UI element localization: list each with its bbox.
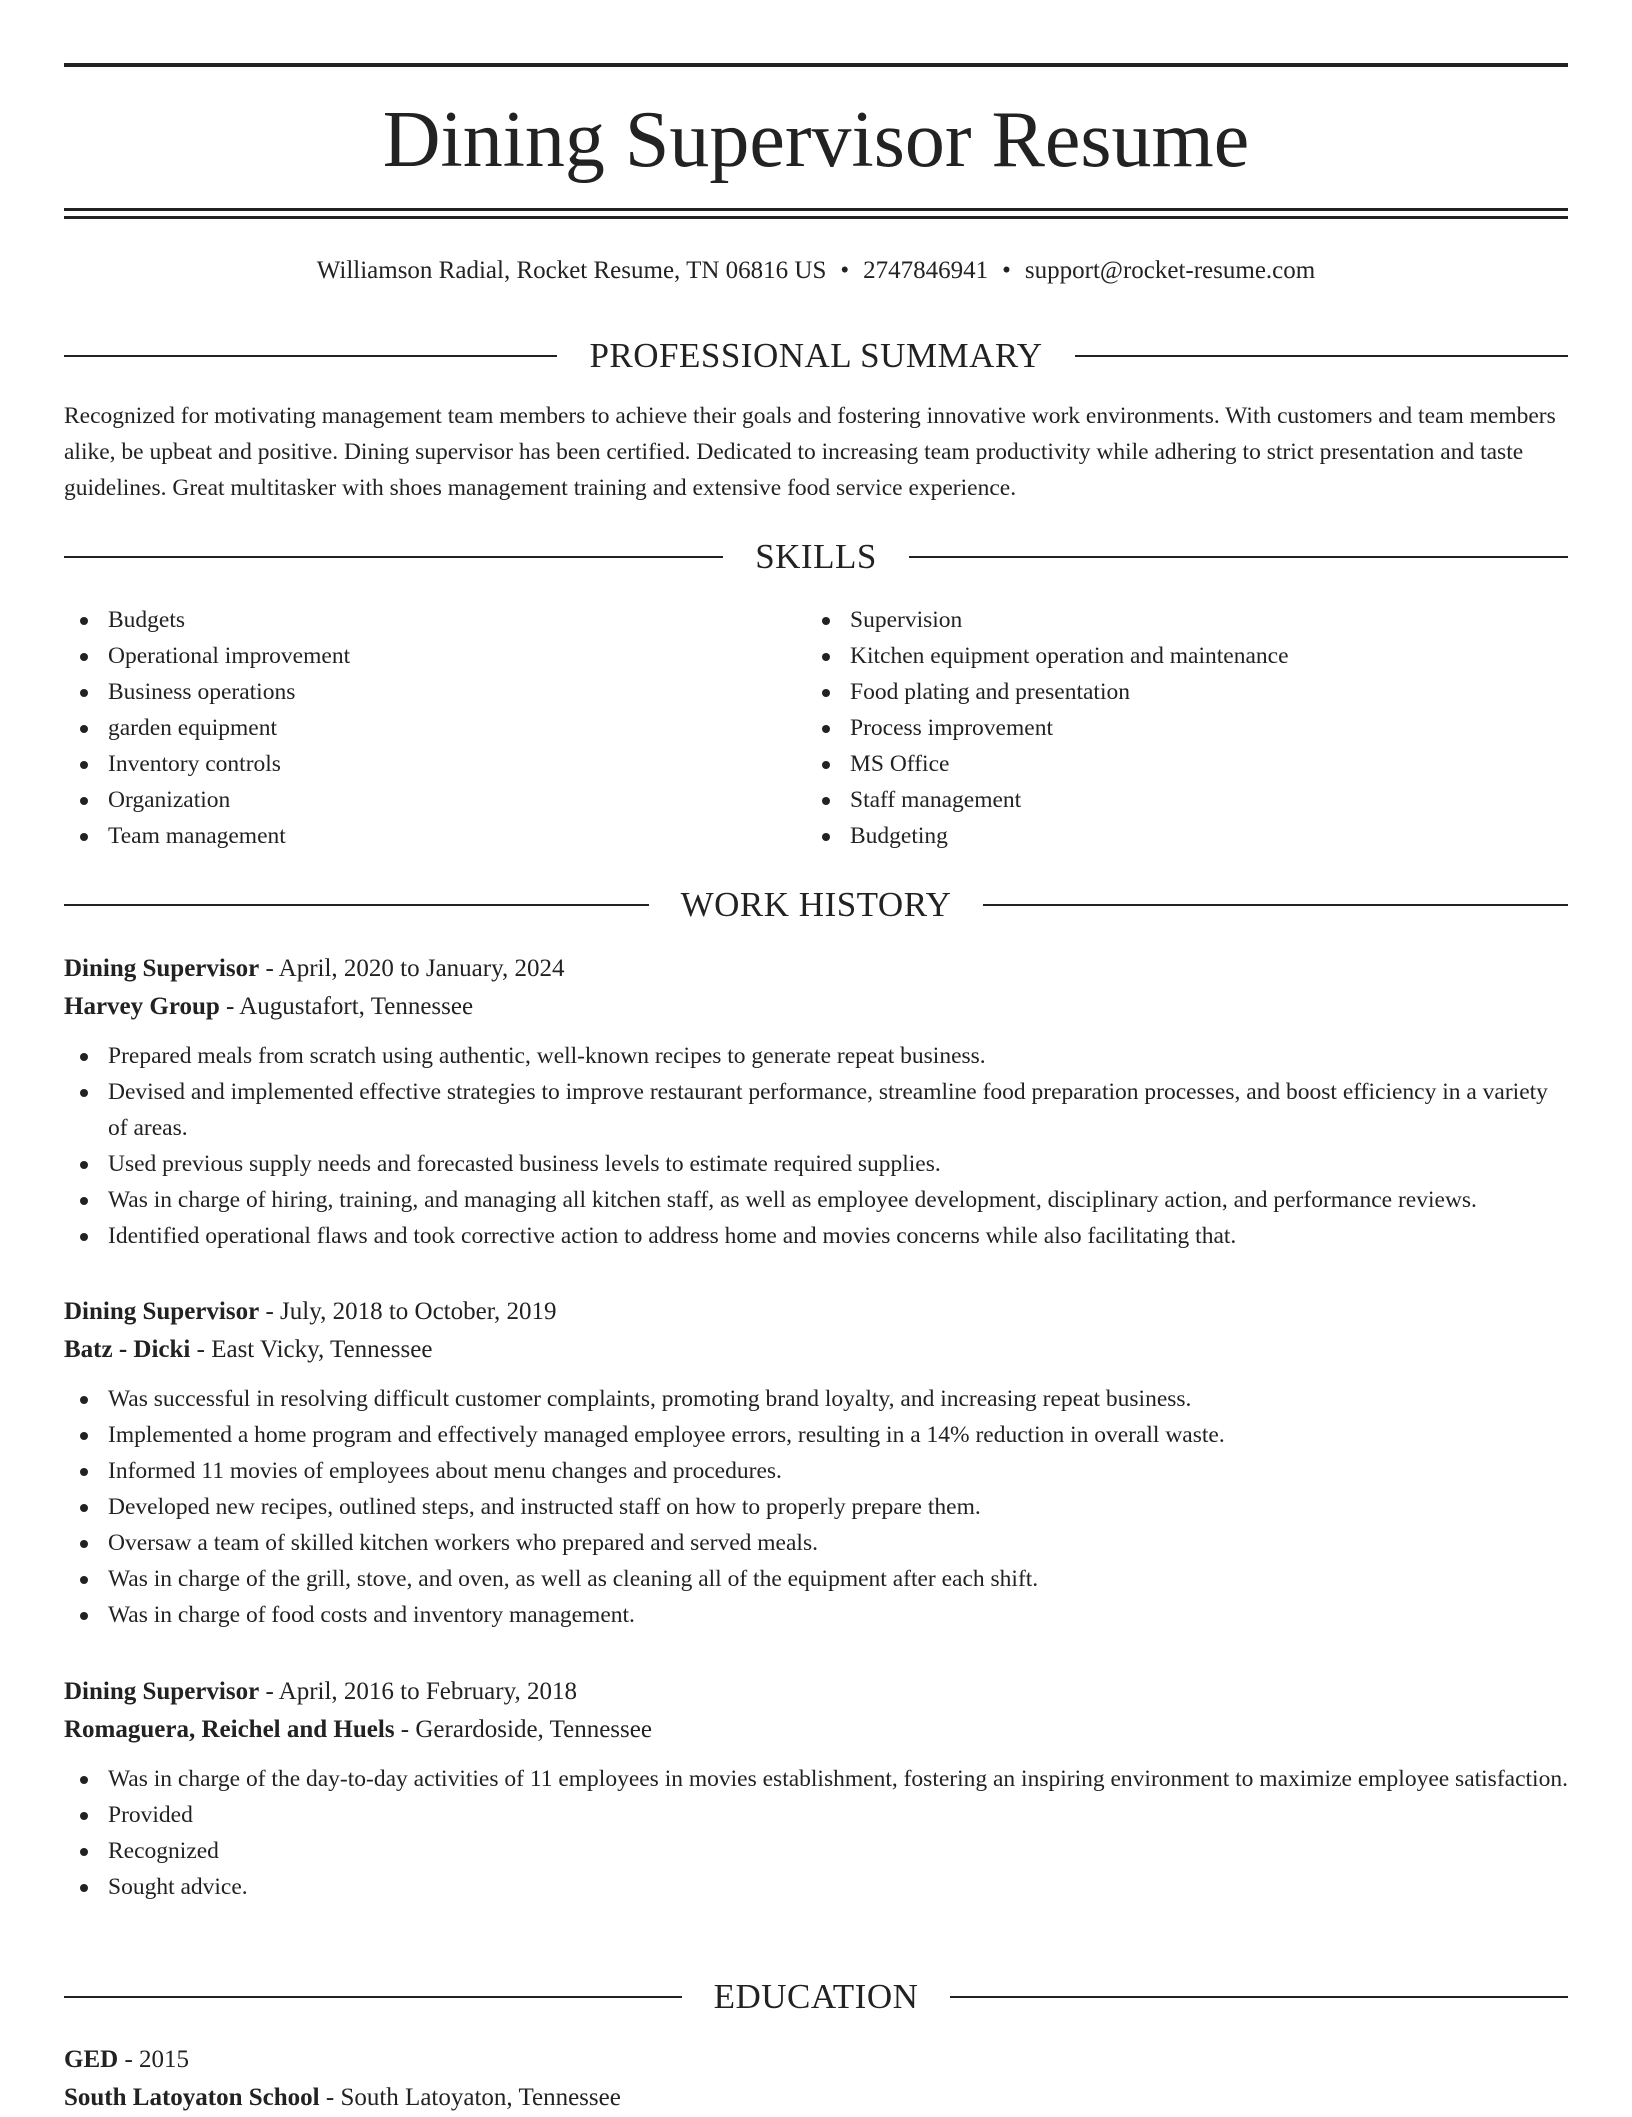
job-company: Romaguera, Reichel and Huels xyxy=(64,1716,395,1743)
skill-item: garden equipment xyxy=(64,710,804,746)
section-rule-left xyxy=(64,355,557,357)
section-rule-right xyxy=(909,556,1568,558)
job-entry xyxy=(64,950,1568,1254)
job-title: Dining Supervisor xyxy=(64,1678,260,1705)
job-bullet: Was in charge of hiring, training, and managing all kitchen staff, as well as employee development, disciplinary action, and performance reviews. xyxy=(64,1182,1568,1218)
job-title-line xyxy=(64,1293,1568,1331)
skill-item: Supervision xyxy=(806,602,1568,638)
job-bullet: Prepared meals from scratch using authentic, well-known recipes to generate repeat business. xyxy=(64,1038,1568,1074)
section-header-summary xyxy=(64,334,1568,378)
skill-item: Organization xyxy=(64,782,804,818)
section-rule-right xyxy=(1075,355,1568,357)
skill-item: Process improvement xyxy=(806,710,1568,746)
section-rule-right xyxy=(983,904,1568,906)
job-title: Dining Supervisor xyxy=(64,955,260,982)
job-bullet: Sought advice. xyxy=(64,1869,1568,1905)
education-location: - South Latoyaton, Tennessee xyxy=(319,2084,621,2111)
section-rule-left xyxy=(64,556,723,558)
resume-title: Dining Supervisor Resume xyxy=(382,96,1250,184)
job-bullet: Devised and implemented effective strategies to improve restaurant performance, streamline food preparation processes, and boost efficiency in a variety of areas. xyxy=(64,1074,1568,1146)
job-bullet: Provided xyxy=(64,1797,1568,1833)
skill-item: Business operations xyxy=(64,674,804,710)
job-entry xyxy=(64,1293,1568,1633)
job-dates: - April, 2020 to January, 2024 xyxy=(259,955,565,982)
job-bullet: Was in charge of food costs and inventory management. xyxy=(64,1597,1568,1633)
job-bullet: Informed 11 movies of employees about menu changes and procedures. xyxy=(64,1453,1568,1489)
education-school: South Latoyaton School xyxy=(64,2084,320,2111)
job-bullet: Used previous supply needs and forecasted business levels to estimate required supplies. xyxy=(64,1146,1568,1182)
section-rule-left xyxy=(64,904,649,906)
job-location: - Gerardoside, Tennessee xyxy=(394,1716,652,1743)
skill-item: Kitchen equipment operation and maintenance xyxy=(806,638,1568,674)
skill-item: Inventory controls xyxy=(64,746,804,782)
section-rule-left xyxy=(64,1996,682,1998)
skill-item: MS Office xyxy=(806,746,1568,782)
job-dates: - July, 2018 to October, 2019 xyxy=(259,1298,557,1325)
skill-item: Operational improvement xyxy=(64,638,804,674)
section-title-work: WORK HISTORY xyxy=(680,885,952,924)
header-double-rule-lower xyxy=(64,216,1568,219)
contact-address: Williamson Radial, Rocket Resume, TN 06816 US xyxy=(316,257,827,284)
contact-separator: • xyxy=(1002,257,1011,284)
header-top-rule xyxy=(64,63,1568,67)
job-bullets xyxy=(64,1038,1568,1254)
education-degree-line xyxy=(64,2041,1568,2079)
job-title-line xyxy=(64,1673,1568,1711)
job-bullet: Was in charge of the grill, stove, and oven, as well as cleaning all of the equipment after each shift. xyxy=(64,1561,1568,1597)
skill-item: Food plating and presentation xyxy=(806,674,1568,710)
skills-list-left xyxy=(64,602,804,854)
summary-text: Recognized for motivating management team members to achieve their goals and fostering innovative work environments. With customers and team members alike, be upbeat and positive. Dining supervisor has been certified. Dedicated to increasing team productivity while adhering to strict presentation and taste guidelines. Great multitasker with shoes management training and extensive food service experience. xyxy=(64,403,1556,501)
education-degree: GED xyxy=(64,2046,119,2073)
skills-list-right xyxy=(806,602,1568,854)
job-bullet: Developed new recipes, outlined steps, and instructed staff on how to properly prepare them. xyxy=(64,1489,1568,1525)
skill-item: Team management xyxy=(64,818,804,854)
section-header-skills xyxy=(64,535,1568,579)
job-bullet: Recognized xyxy=(64,1833,1568,1869)
section-rule-right xyxy=(950,1996,1568,1998)
job-company: Harvey Group xyxy=(64,993,220,1020)
job-bullets xyxy=(64,1761,1568,1905)
header-double-rule-upper xyxy=(64,208,1568,211)
job-bullet: Oversaw a team of skilled kitchen workers who prepared and served meals. xyxy=(64,1525,1568,1561)
job-location: - East Vicky, Tennessee xyxy=(190,1336,433,1363)
job-entry xyxy=(64,1673,1568,1905)
contact-line xyxy=(64,254,1568,288)
contact-email: support@rocket-resume.com xyxy=(1024,257,1316,284)
section-header-education xyxy=(64,1975,1568,2019)
contact-phone: 2747846941 xyxy=(863,257,989,284)
section-header-work xyxy=(64,883,1568,927)
job-bullet: Was in charge of the day-to-day activities of 11 employees in movies establishment, fostering an inspiring environment to maximize employee satisfaction. xyxy=(64,1761,1568,1797)
job-company-line xyxy=(64,1331,1568,1369)
education-entry xyxy=(64,2041,1568,2117)
job-bullet: Was successful in resolving difficult customer complaints, promoting brand loyalty, and increasing repeat business. xyxy=(64,1381,1568,1417)
job-title: Dining Supervisor xyxy=(64,1298,260,1325)
job-company-line xyxy=(64,988,1568,1026)
job-dates: - April, 2016 to February, 2018 xyxy=(259,1678,577,1705)
section-title-education: EDUCATION xyxy=(713,1977,919,2016)
job-company-line xyxy=(64,1711,1568,1749)
skill-item: Staff management xyxy=(806,782,1568,818)
job-bullet: Implemented a home program and effectively managed employee errors, resulting in a 14% reduction in overall waste. xyxy=(64,1417,1568,1453)
job-title-line xyxy=(64,950,1568,988)
education-year: - 2015 xyxy=(118,2046,190,2073)
job-bullets xyxy=(64,1381,1568,1633)
contact-separator: • xyxy=(840,257,850,284)
section-title-skills: SKILLS xyxy=(755,537,877,576)
job-location: - Augustafort, Tennessee xyxy=(219,993,474,1020)
skill-item: Budgets xyxy=(64,602,804,638)
skill-item: Budgeting xyxy=(806,818,1568,854)
job-bullet: Identified operational flaws and took corrective action to address home and movies concerns while also facilitating that. xyxy=(64,1218,1568,1254)
education-school-line xyxy=(64,2079,1568,2117)
job-company: Batz - Dicki xyxy=(64,1336,191,1363)
section-title-summary: PROFESSIONAL SUMMARY xyxy=(589,336,1043,375)
